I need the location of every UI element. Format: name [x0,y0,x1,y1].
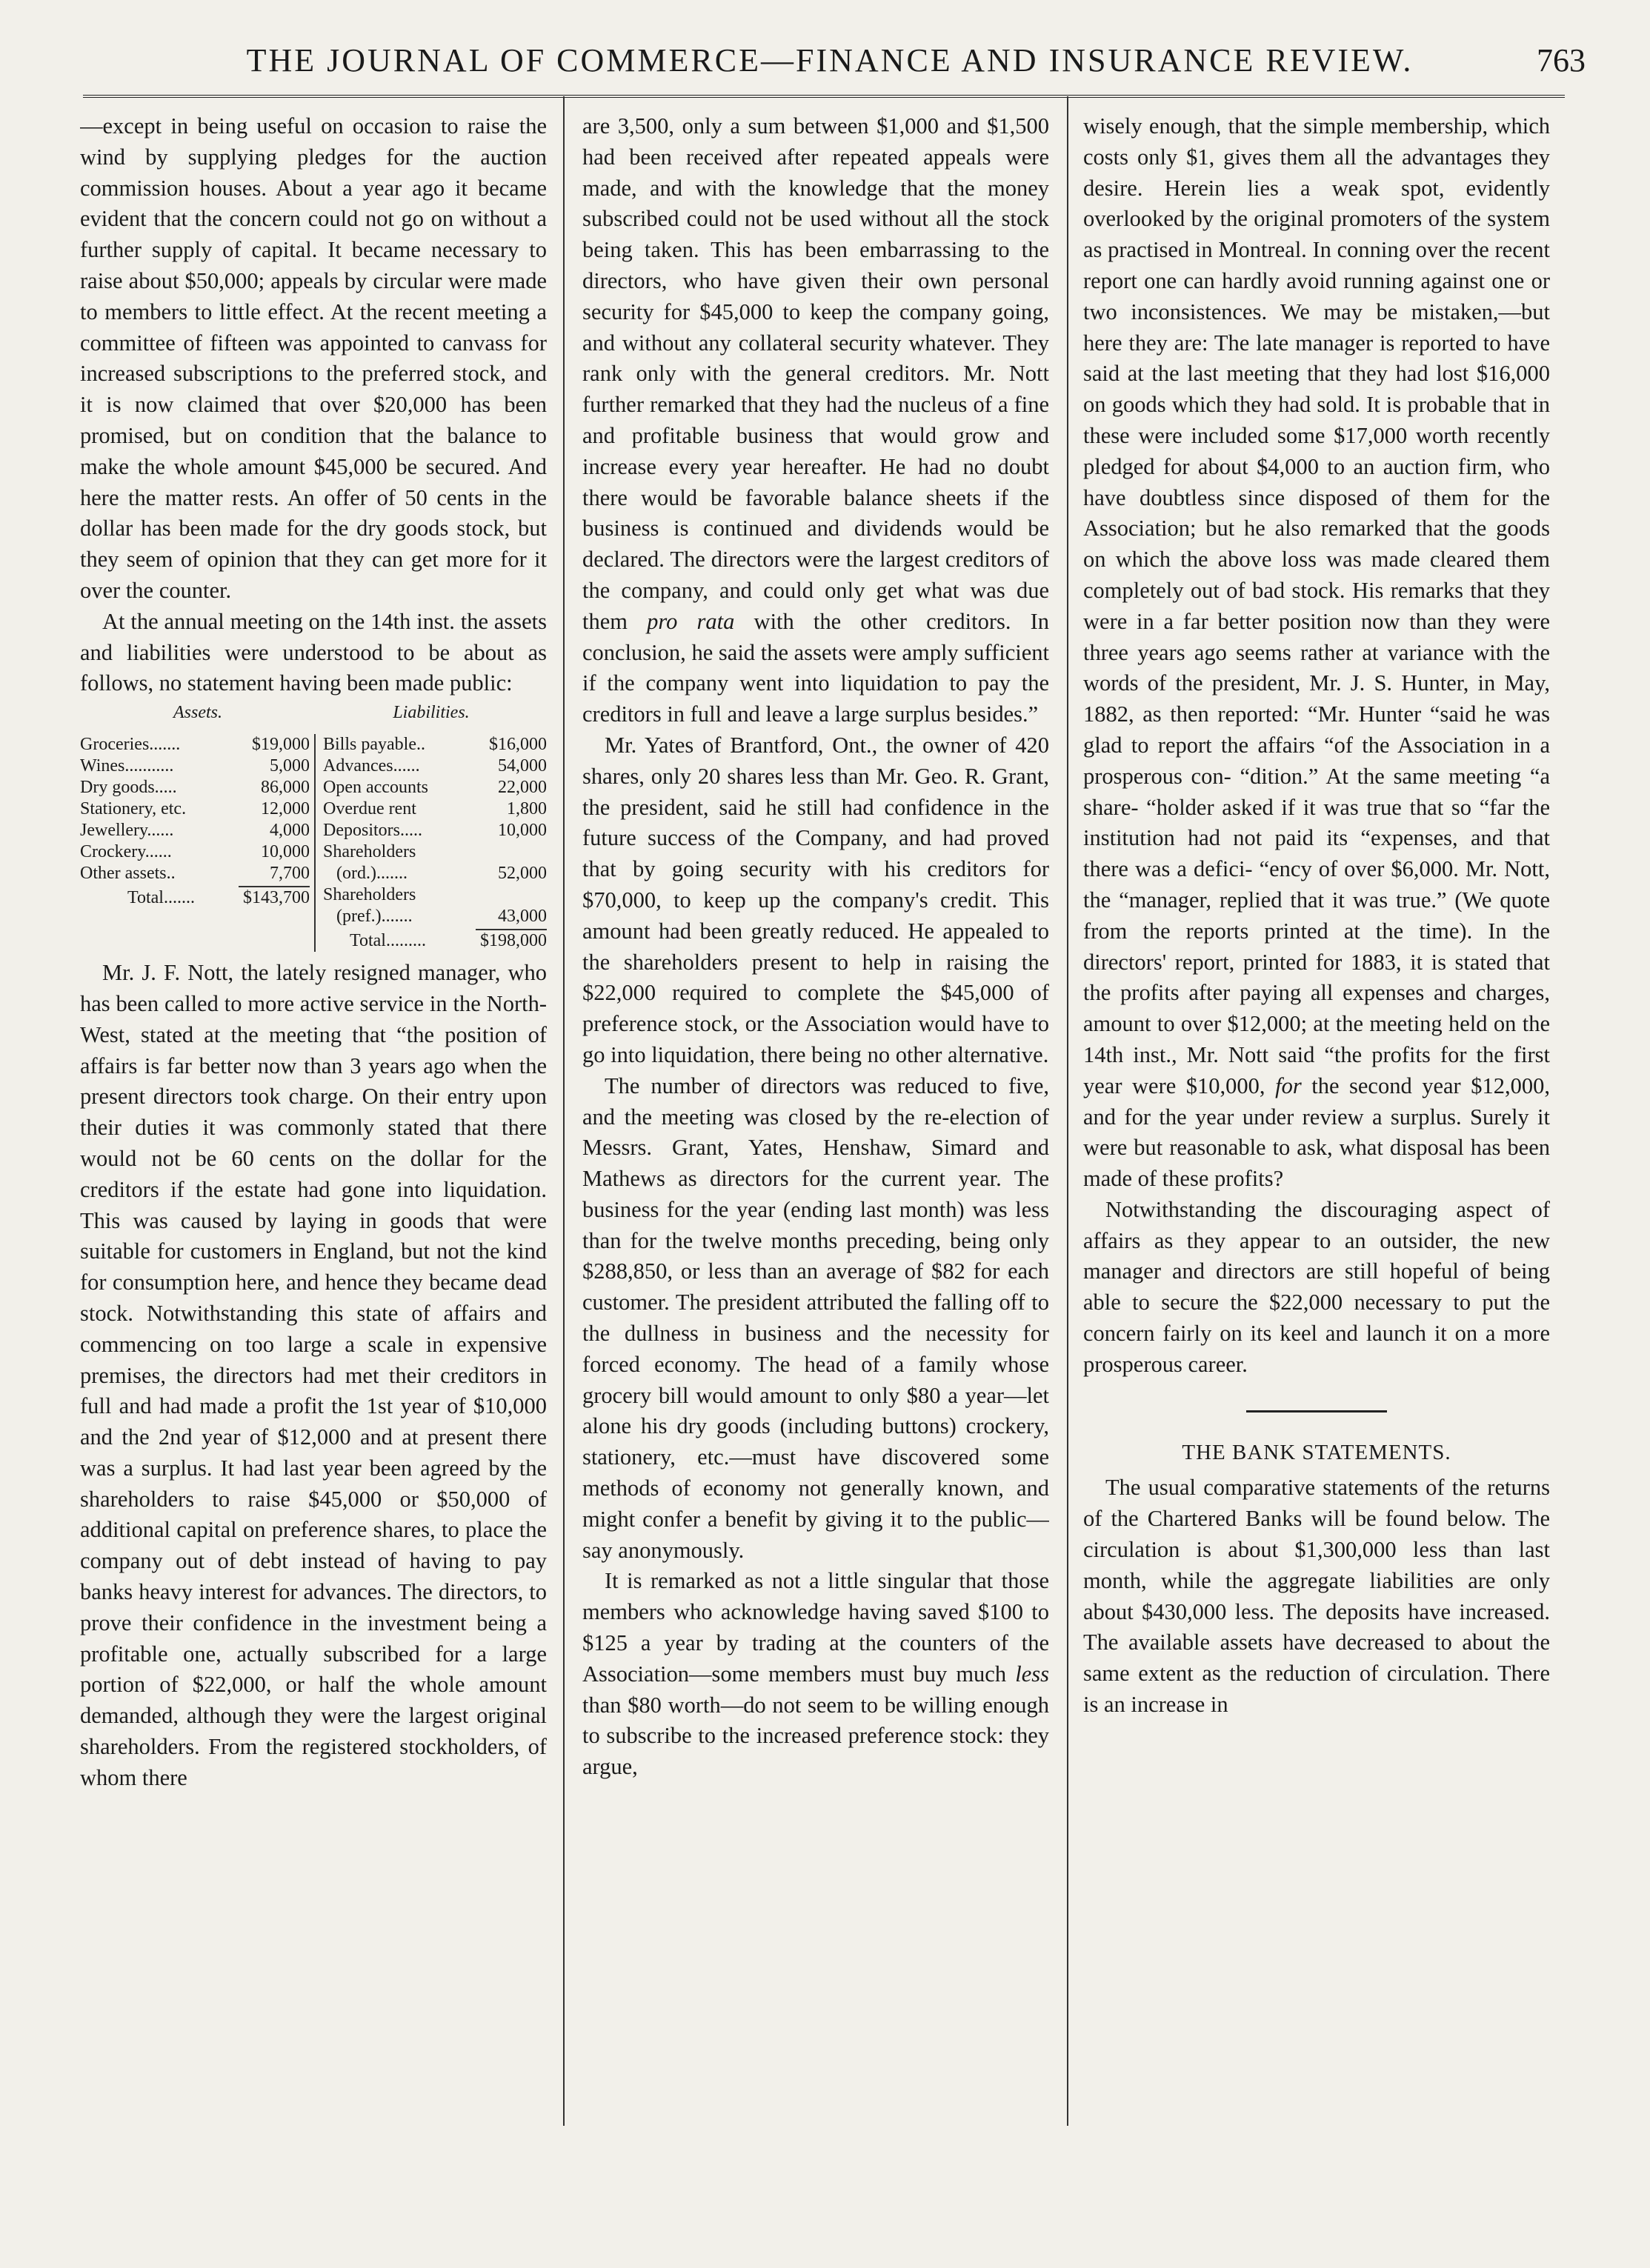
liability-row: Shareholders [323,842,416,862]
liability-row: Shareholders [323,885,416,905]
asset-row: Wines........... 5,000 [80,756,310,776]
asset-row: Stationery, etc. 12,000 [80,799,310,819]
col3-paragraph-3: The usual comparative statements of the returns of the Chartered Banks will be found below. The circulation is about $1,300,000 less than last month, while the aggregate liabilities are only about $430,000 less. The deposits have increased. The available assets have decreased to about the same extent as the reduction of circulation. There is an increase in [1083,1475,1550,1718]
liability-row: Bills payable.. $16,000 [323,735,547,755]
asset-row: Dry goods..... 86,000 [80,778,310,798]
table-headings [80,702,547,724]
section-rule [1246,1410,1387,1413]
italic-for: for [1275,1073,1302,1098]
col2-paragraph-3: The number of directors was reduced to five, and the meeting was closed by the re-election of Messrs. Grant, Yates, Henshaw, Simard and Mathews as directors for the current year. The business for the year (ending last month) was less than for the twelve months preceding, being only $288,850, or less than an average of $82 for each customer. The president attributed the falling off to the dullness in business and the necessity for forced economy. The head of a family whose grocery bill would amount to only $80 a year—let alone his dry goods (including buttons) crockery, stationery, etc.—must have discovered some methods of economy not generally known, and might confer a benefit by giving it to the public—say anonymously. [582,1073,1049,1563]
asset-row: Other assets.. 7,700 [80,864,310,884]
asset-row: Crockery...... 10,000 [80,842,310,862]
assets-heading: Assets. [173,703,222,723]
assets-liabilities-table [80,702,547,952]
column-divider-1 [563,96,565,2126]
liability-row: Advances...... 54,000 [323,756,547,776]
col1-paragraph-3: Mr. J. F. Nott, the lately resigned manager, who has been called to more active service in the North-West, stated at the meeting that “the position of affairs is far better now than 3 years ago when the present directors took charge. On their entry upon their duties it was commonly stated that there would not be 60 cents on the dollar for the creditors if the estate had gone into liquidation. This was caused by laying in goods that were suitable for customers in England, but not the kind for consumption here, and hence they became dead stock. Notwithstanding this state of affairs and commencing on too large a scale in expensive premises, the directors had met their creditors in full and had made a profit the 1st year of $10,000 and the 2nd year of $12,000 and at present there was a surplus. It had last year been agreed by the shareholders to raise $45,000 or $50,000 of additional capital on preference shares, to place the company out of debt instead of having to pay banks heavy interest for advances. The directors, to prove their confidence in the investment being a profitable one, actually subscribed for a large portion of $22,000, or half the whole amount demanded, although they were the largest original shareholders. From the registered stockholders, of whom there [80,960,547,1790]
col2-paragraph-2: Mr. Yates of Brantford, Ont., the owner of 420 shares, only 20 shares less than Mr. Geo. R. Grant, the president, said he still had confidence in the future success of the Company, and had proved that by going security with his creditors for $70,000, to keep up the company's credit. This amount had been greatly reduced. He appealed to the shareholders present to help in raising the $22,000 required to complete the $45,000 of preference stock, or the Association would have to go into liquidation, there being no other alternative. [582,732,1049,1067]
liabilities-heading: Liabilities. [393,703,470,723]
assets-total: Total....... $143,700 [127,888,310,908]
liability-row: Depositors..... 10,000 [323,821,547,841]
liability-row: (ord.)....... 52,000 [336,864,547,884]
liabilities-total: Total......... $198,000 [350,931,547,951]
col1-paragraph-1: —except in being useful on occasion to raise the wind by supplying pledges for the auction commission houses. About a year ago it became evident that the concern could not go on without a further supply of capital. It became necessary to raise about $50,000; appeals by circular were made to members to little effect. At the recent meeting a committee of fifteen was appointed to canvass for increased subscriptions to the preferred stock, and it is now claimed that over $20,000 has been promised, but on condition that the balance to make the whole amount $45,000 be secured. And here the matter rests. An offer of 50 cents in the dollar has been made for the dry goods stock, but they seem of opinion that they can get more for it over the counter. [80,113,547,603]
section-title-bank-statements: THE BANK STATEMENTS. [1182,1440,1451,1464]
assets-column [80,734,316,952]
page-number: 763 [1537,42,1586,79]
asset-row: Groceries....... $19,000 [80,735,310,755]
italic-less: less [1015,1661,1049,1687]
column-1 [80,111,547,2259]
col3-paragraph-2: Notwithstanding the discouraging aspect of affairs as they appear to an outsider, the new manager and directors are still hopeful of being able to secure the $22,000 necessary to put the concern fairly on its keel and launch it on a more prosperous career. [1083,1196,1550,1377]
column-3 [1083,111,1550,2259]
liability-row: Overdue rent 1,800 [323,799,547,819]
header-rule [83,95,1565,98]
col2-paragraph-1: are 3,500, only a sum between $1,000 and $1,500 had been received after repeated appeals were made, and with the knowledge that the money subscribed could not be used without all the stock being taken. This has been embarrassing to the directors, who have given their own personal security for $45,000 to keep the company going, and without any collateral security whatever. They rank only with the general creditors. Mr. Nott further remarked that they had the nucleus of a fine and profitable business that would grow and increase every year hereafter. He had no doubt there would be favorable balance sheets if the business is continued and dividends would be declared. The directors were the largest creditors of the company, and could only get what was due them pro rata with the other creditors. In conclusion, he said the assets were amply sufficient if the company went into liquidation to pay the creditors in full and leave a large surplus besides.” [582,113,1049,727]
col2-paragraph-4: It is remarked as not a little singular that those members who acknowledge having saved $100 to $125 a year by trading at the counters of the Association—some members must buy much less than $80 worth—do not seem to be willing enough to subscribe to the increased preference stock: they argue, [582,1568,1049,1780]
col3-paragraph-1: wisely enough, that the simple membership, which costs only $1, gives them all the advantages they desire. Herein lies a weak spot, evidently overlooked by the original promoters of the system as practised in Montreal. In conning over the recent report one can hardly avoid running against one or two inconsistences. We may be mistaken,—but here they are: The late manager is reported to have said at the last meeting that they had lost $16,000 on goods which they had sold. It is probable that in these were included some $17,000 worth recently pledged for about $4,000 to an auction firm, who have doubtless since disposed of them for the Association; but he also remarked that the goods on which the above loss was made cleared them completely out of bad stock. His remarks that they were in a far better position now than they were three years ago seems rather at variance with the words of the president, Mr. J. S. Hunter, in May, 1882, as then reported: “Mr. Hunter “said he was glad to report the affairs “of the Association in a prosperous con- “dition.” At the same meeting “a share- “holder asked if it was true that so “far the institution had not paid its “expenses, and that there was a defici- “ency of over $6,000. Mr. Nott, the “manager, replied that it was true.” (We quote from the reports printed at the time). In the directors' report, printed for 1883, it is stated that the profits after paying all expenses and charges, amount to over $12,000; at the meeting held on the 14th inst., Mr. Nott said “the profits for the first year were $10,000, for the second year $12,000, and for the year under review a surplus. Surely it were but reasonable to ask, what disposal has been made of these profits? [1083,113,1550,1192]
page-header [74,39,1586,90]
column-2 [582,111,1049,2259]
journal-title: THE JOURNAL OF COMMERCE—FINANCE AND INSURANCE REVIEW. [246,42,1414,79]
col1-paragraph-2: At the annual meeting on the 14th inst. the assets and liabilities were understood to be about as follows, no statement having been made public: [80,608,547,696]
liabilities-column [316,734,547,952]
italic-pro-rata: pro rata [647,608,735,634]
asset-row: Jewellery...... 4,000 [80,821,310,841]
column-divider-2 [1067,96,1068,2126]
liability-row: (pref.)....... 43,000 [336,907,547,927]
liability-row: Open accounts 22,000 [323,778,547,798]
